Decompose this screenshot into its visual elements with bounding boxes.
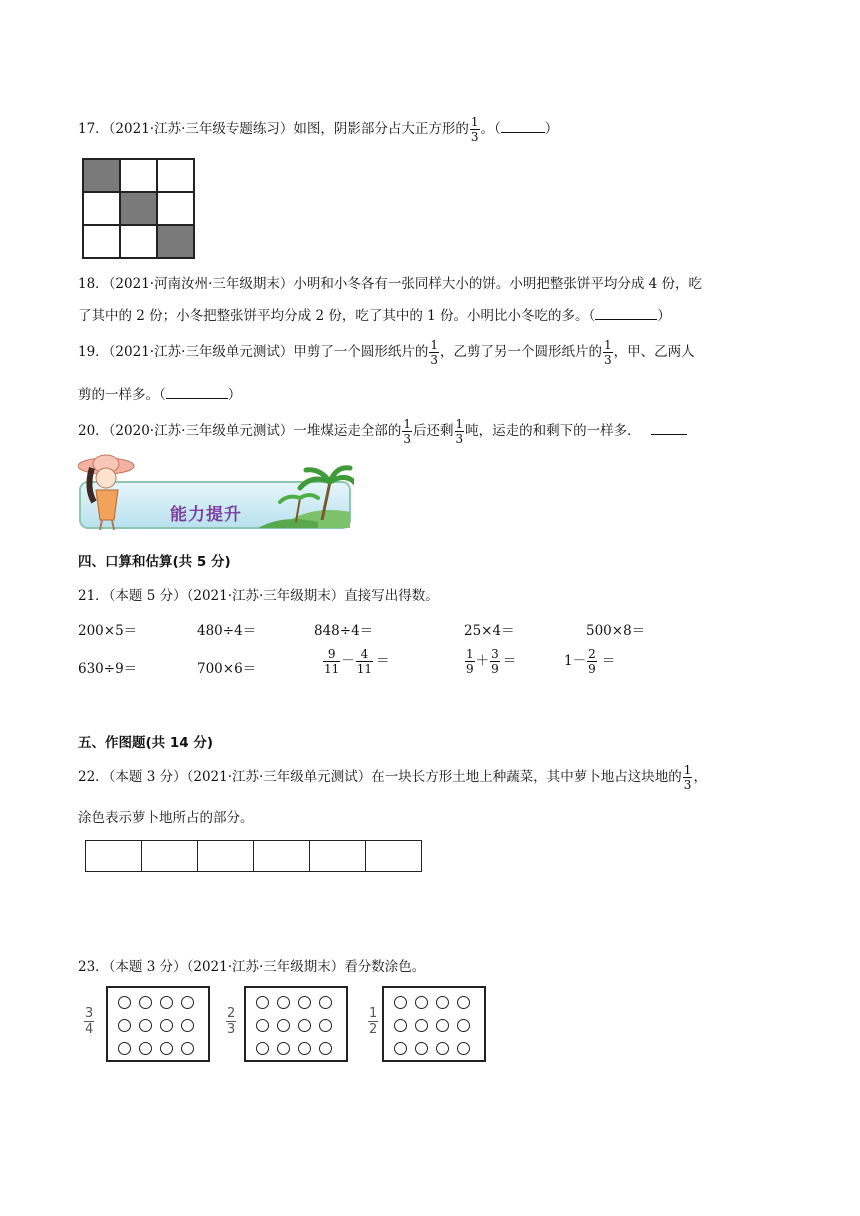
calc-item: 200×5＝ xyxy=(78,623,138,639)
circle-grid-box xyxy=(244,986,348,1062)
circle[interactable] xyxy=(436,996,449,1009)
ability-banner xyxy=(78,452,354,532)
calc-item: 630÷9＝ xyxy=(78,661,138,677)
calc-item: 25×4＝ xyxy=(464,623,515,639)
circle[interactable] xyxy=(256,996,269,1009)
circle[interactable] xyxy=(181,1019,194,1032)
circle[interactable] xyxy=(415,996,428,1009)
circle[interactable] xyxy=(181,996,194,1009)
circle[interactable] xyxy=(256,1042,269,1055)
calc-item: 700×6＝ xyxy=(197,661,257,677)
calc-item-fraction: $\frac{9}{11}$ － $\frac{4}{11}$ ＝ xyxy=(324,647,390,676)
calc-item-fraction: 1－ $\frac{2}{9}$ ＝ xyxy=(564,647,616,676)
circle[interactable] xyxy=(139,1042,152,1055)
box-fraction-label: $\frac{2}{3}$ xyxy=(227,1006,236,1037)
grid-cell xyxy=(157,192,194,225)
circle[interactable] xyxy=(118,1042,131,1055)
circle[interactable] xyxy=(319,996,332,1009)
grid-cell xyxy=(83,225,120,258)
question-17: 17．（2021·江苏·三年级专题练习）如图，阴影部分占大正方形的 $\frac{1}{3}$ 。（ ） xyxy=(78,115,559,144)
section-title-5: 五、作图题(共 14 分) xyxy=(78,735,214,751)
circle[interactable] xyxy=(415,1019,428,1032)
circle-grid-box xyxy=(382,986,486,1062)
question-20: 20．（2020·江苏·三年级单元测试）一堆煤运走全部的 $\frac{1}{3}$ 后还剩 $\frac{1}{3}$ 吨，运走的和剩下的一样多． xyxy=(78,418,687,445)
circle[interactable] xyxy=(319,1019,332,1032)
circle[interactable] xyxy=(436,1042,449,1055)
circle[interactable] xyxy=(160,996,173,1009)
box-fraction-label: $\frac{3}{4}$ xyxy=(85,1006,94,1037)
circle[interactable] xyxy=(298,996,311,1009)
rect-cell[interactable] xyxy=(86,841,142,872)
circle[interactable] xyxy=(160,1019,173,1032)
grid-cell-shaded xyxy=(120,192,157,225)
rect-cell[interactable] xyxy=(310,841,366,872)
circle[interactable] xyxy=(298,1042,311,1055)
calc-item: 848÷4＝ xyxy=(314,623,374,639)
fraction: $\frac{1}{3}$ xyxy=(430,338,439,367)
box-fraction-label: $\frac{1}{2}$ xyxy=(369,1006,378,1037)
banner-label: 能力提升 xyxy=(170,505,242,525)
rect-cell[interactable] xyxy=(142,841,198,872)
question-18-line1: 18．（2021·河南汝州·三年级期末）小明和小冬各有一张同样大小的饼。小明把整张饼平均分成 4 份，吃 xyxy=(78,276,703,292)
circle[interactable] xyxy=(457,1042,470,1055)
circle[interactable] xyxy=(277,996,290,1009)
question-22-line1: 22．（本题 3 分）（2021·江苏·三年级单元测试）在一块长方形土地上种蔬菜，其中萝卜地占这块地的 $\frac{1}{3}$ ， xyxy=(78,763,707,792)
answer-blank[interactable] xyxy=(651,422,687,435)
question-21-stem: 21．（本题 5 分）（2021·江苏·三年级期末）直接写出得数。 xyxy=(78,588,439,604)
circle[interactable] xyxy=(256,1019,269,1032)
circle[interactable] xyxy=(319,1042,332,1055)
circle[interactable] xyxy=(160,1042,173,1055)
circle-grid-box xyxy=(106,986,210,1062)
answer-blank[interactable] xyxy=(166,386,228,399)
circle[interactable] xyxy=(436,1019,449,1032)
fraction: $\frac{1}{3}$ xyxy=(604,338,612,367)
grid-cell-shaded xyxy=(157,225,194,258)
rect-cell[interactable] xyxy=(254,841,310,872)
question-23-stem: 23．（本题 3 分）（2021·江苏·三年级期末）看分数涂色。 xyxy=(78,959,426,975)
question-19-line2: 剪的一样多。（ ） xyxy=(78,387,242,403)
question-22-line2: 涂色表示萝卜地所占的部分。 xyxy=(78,810,254,826)
rectangle-land-figure xyxy=(85,840,422,872)
fraction: $\frac{1}{3}$ xyxy=(683,763,692,792)
circle[interactable] xyxy=(394,1019,407,1032)
grid-cell xyxy=(83,192,120,225)
calc-item-fraction: $\frac{1}{9}$ ＋ $\frac{3}{9}$ ＝ xyxy=(466,647,517,676)
calc-item: 480÷4＝ xyxy=(197,623,257,639)
rect-cell[interactable] xyxy=(366,841,422,872)
grid-cell xyxy=(120,225,157,258)
grid-cell-shaded xyxy=(83,159,120,192)
circle[interactable] xyxy=(298,1019,311,1032)
circle[interactable] xyxy=(277,1042,290,1055)
grid-cell xyxy=(157,159,194,192)
calc-item: 500×8＝ xyxy=(586,623,646,639)
circle[interactable] xyxy=(394,996,407,1009)
circle[interactable] xyxy=(394,1042,407,1055)
circle[interactable] xyxy=(415,1042,428,1055)
circle[interactable] xyxy=(181,1042,194,1055)
circle[interactable] xyxy=(118,996,131,1009)
answer-blank[interactable] xyxy=(501,120,545,133)
circle[interactable] xyxy=(139,1019,152,1032)
fraction: $\frac{1}{3}$ xyxy=(470,115,479,144)
question-18-line2: 了其中的 2 份；小冬把整张饼平均分成 2 份，吃了其中的 1 份。小明比小冬吃的多。（ ） xyxy=(78,308,671,324)
square-grid-figure xyxy=(82,158,195,259)
answer-blank[interactable] xyxy=(595,307,657,320)
circle[interactable] xyxy=(457,1019,470,1032)
circle[interactable] xyxy=(139,996,152,1009)
fraction: $\frac{1}{3}$ xyxy=(403,417,412,446)
question-19-line1: 19．（2021·江苏·三年级单元测试）甲剪了一个圆形纸片的 $\frac{1}{3}$ ，乙剪了另一个圆形纸片的 $\frac{1}{3}$ ，甲、乙两人 xyxy=(78,338,695,367)
section-title-4: 四、口算和估算(共 5 分) xyxy=(78,554,231,570)
fraction: $\frac{1}{3}$ xyxy=(455,417,464,446)
grid-cell xyxy=(120,159,157,192)
circle[interactable] xyxy=(118,1019,131,1032)
rect-cell[interactable] xyxy=(198,841,254,872)
circle[interactable] xyxy=(277,1019,290,1032)
circle[interactable] xyxy=(457,996,470,1009)
